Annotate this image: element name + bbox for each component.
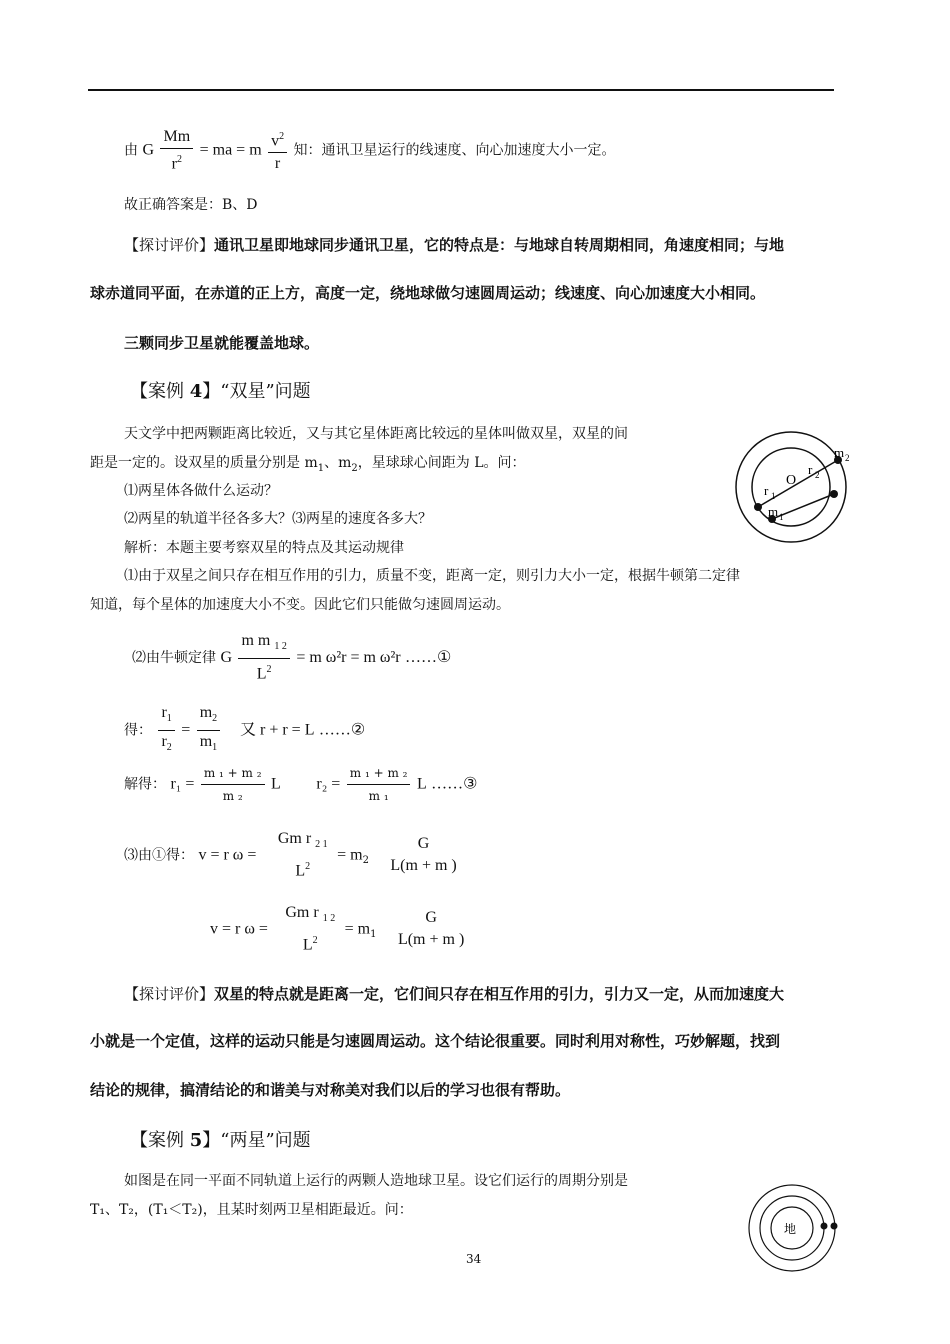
radii-frac2: [347, 764, 411, 805]
ratio-tag: ……②: [318, 721, 366, 739]
ratio-r-num-sub: 1: [166, 713, 172, 725]
r1-label: r: [764, 483, 769, 498]
m2-sub: 2: [845, 453, 850, 463]
case5-open: 【案例: [130, 1130, 190, 1151]
eq-num2-exp: 2: [279, 131, 285, 142]
page-number: 34: [466, 1252, 482, 1266]
newton-den: L: [256, 665, 267, 683]
radii-L2: L: [416, 775, 427, 793]
eq-frac-mm-r2: [160, 128, 193, 173]
v2-den-exp: 2: [312, 935, 318, 947]
eq-frac-v2-r: [268, 128, 287, 173]
ratio-m-den: m: [199, 733, 213, 751]
earth-satellite-diagram: [748, 1184, 838, 1274]
case5-title: “两星”问题: [220, 1130, 311, 1151]
eval2-label: 【探讨评价】: [124, 985, 215, 1003]
newton-num: m m: [241, 632, 271, 649]
radii-prefix: 解得：: [124, 776, 166, 793]
eq-den2: r: [274, 155, 281, 173]
ratio-m-num: m: [199, 704, 213, 721]
case4-title: “双星”问题: [220, 381, 311, 402]
eval1-line1: [124, 234, 784, 255]
binary-star-diagram: [728, 428, 856, 546]
v2-num: Gm r: [285, 904, 319, 921]
equation-v2: [210, 904, 469, 955]
v1-den-exp: 2: [305, 861, 311, 873]
v2-den: L: [302, 936, 313, 954]
v1-den2: L(m + m ): [390, 857, 457, 875]
v1-num-sub: 2 1: [315, 839, 328, 851]
v1-G: G: [417, 835, 430, 853]
case4-heading: [130, 377, 311, 403]
case5-close: 】: [202, 1130, 221, 1151]
p1b-sub2: 2: [351, 462, 358, 474]
radii-den2: m ₁: [368, 789, 389, 803]
radii-num1: m ₁ + m ₂: [201, 764, 265, 785]
ratio-m-den-sub: 1: [212, 742, 218, 754]
case5-heading: [130, 1126, 311, 1152]
v2-lhs: v = r ω =: [210, 920, 268, 938]
eval2-text1: 双星的特点就是距离一定，它们间只存在相互作用的引力，引力又一定，从而加速度大: [214, 985, 785, 1003]
equation-radii: [124, 764, 478, 805]
v2-frac2: [395, 909, 467, 949]
case4-analysis: 解析：本题主要考察双星的特点及其运动规律: [124, 540, 404, 556]
eval2-line1: [124, 983, 784, 1004]
p1b-mid: 、m: [324, 455, 352, 471]
case4-answer1b: 知道，每个星体的加速度大小不变。因此它们只能做匀速圆周运动。: [90, 597, 510, 613]
v2-G: G: [425, 909, 437, 927]
eq-den: r: [171, 155, 177, 173]
radii-num2: m ₁ + m ₂: [347, 764, 411, 785]
radii-den1: m ₂: [222, 789, 243, 803]
eval1-line2: 球赤道同平面，在赤道的正上方，高度一定，绕地球做匀速圆周运动；线速度、向心加速度大小相同。: [90, 284, 766, 302]
radii-tag: ……③: [431, 775, 478, 793]
case5-para1: 如图是在同一平面不同轨道上运行的两颗人造地球卫星。设它们运行的周期分别是: [124, 1173, 628, 1189]
eval1-label: 【探讨评价】: [124, 236, 215, 254]
radii-r2: r₂ =: [316, 775, 341, 793]
satellite-2-dot: [831, 1223, 838, 1230]
earth-label: 地: [784, 1222, 797, 1236]
r2-sub: 2: [815, 470, 820, 480]
v-prefix: ⑶由①得：: [124, 847, 194, 864]
v1-num: Gm r: [277, 830, 312, 847]
case5-number: 5: [189, 1130, 203, 1151]
ratio-r-num: r: [161, 704, 167, 721]
equation-newton: ⑵由牛顿定律 G $\frac{m m _{1 2}}{L^2}$ = m ω²r = m ω²r ……①: [132, 632, 452, 683]
eq-mid: = ma = m: [199, 141, 262, 159]
v2-mid-sub: 1: [370, 929, 377, 941]
header-rule: [88, 89, 834, 91]
eq-conclusion: 知：通讯卫星运行的线速度、向心加速度大小一定。: [293, 142, 616, 159]
connecting-line: [758, 460, 838, 507]
case4-close: 】: [202, 381, 221, 402]
star-m2-dot-b: [830, 490, 838, 498]
ratio-frac-m: [197, 704, 220, 757]
ratio-also: 又 r + r = L: [239, 721, 315, 739]
newton-frac: [238, 632, 289, 684]
m1-label: m: [768, 504, 779, 519]
radii-frac1: [201, 764, 265, 805]
eq-prefix: 由: [124, 142, 138, 159]
case4-question2: ⑵两星的轨道半径各多大？⑶两星的速度各多大？: [124, 511, 432, 527]
eq-num2: v: [271, 132, 280, 150]
case4-open: 【案例: [130, 381, 190, 402]
newton-prefix: ⑵由牛顿定律: [132, 649, 216, 666]
ratio-prefix: 得：: [124, 722, 152, 739]
newton-tag: ……①: [405, 648, 452, 666]
ratio-m-num-sub: 2: [212, 713, 218, 725]
r1-sub: 1: [771, 491, 776, 501]
case5-para2: T₁、T₂，(T₁＜T₂)，且某时刻两卫星相距最近。问：: [90, 1202, 413, 1218]
v2-frac1: [282, 904, 338, 955]
case4-para2: [90, 452, 526, 474]
v1-mid: = m: [337, 846, 363, 864]
case4-question1: ⑴两星体各做什么运动？: [124, 483, 278, 499]
v1-mid-sub: 2: [362, 855, 369, 867]
eq-num: Mm: [160, 128, 193, 149]
center-O-label: O: [786, 473, 797, 488]
v1-lhs: v = r ω =: [198, 846, 257, 864]
newton-rhs: = m ω²r = m ω²r: [296, 648, 401, 666]
eval2-line2: 小就是一个定值，这样的运动只能是匀速圆周运动。这个结论很重要。同时利用对称性，巧妙解题，找到: [90, 1032, 781, 1050]
v1-frac2: [387, 835, 459, 875]
newton-den-exp: 2: [266, 664, 272, 676]
satellite-1-dot: [821, 1223, 828, 1230]
r2-label: r: [808, 462, 813, 477]
equation-gravity: [124, 128, 616, 173]
eval1-line3: 三颗同步卫星就能覆盖地球。: [124, 334, 320, 352]
m1-sub: 1: [779, 512, 784, 522]
ratio-r-den: r: [161, 733, 167, 751]
star-m1-dot: [754, 503, 762, 511]
equation-v1: [124, 830, 462, 881]
case4-para1: 天文学中把两颗距离比较近，又与其它星体距离比较远的星体叫做双星，双星的间: [124, 426, 628, 442]
p1b-sub1: 1: [317, 462, 325, 474]
newton-num-sub: 1 2: [274, 641, 287, 653]
radii-r1: r₁ =: [170, 775, 195, 793]
eq-G: G: [142, 141, 155, 159]
case4-answer1a: ⑴由于双星之间只存在相互作用的引力，质量不变，距离一定，则引力大小一定，根据牛顿第二定律: [124, 568, 740, 584]
eq-den-exp: 2: [176, 154, 182, 165]
v2-den2: L(m + m ): [397, 931, 465, 949]
v1-den: L: [295, 862, 306, 880]
radii-L1: L: [271, 775, 281, 793]
m2-label: m: [834, 445, 845, 460]
v1-frac1: [275, 830, 331, 881]
case4-number: 4: [189, 381, 203, 402]
equation-ratio: 得： $\frac{r_1}{r_2}$ = $\frac{m_2}{m_1}$ 又 r + r = L ……②: [124, 704, 365, 757]
ratio-r-den-sub: 2: [166, 742, 172, 754]
eval2-line3: 结论的规律，搞清结论的和谐美与对称美对我们以后的学习也很有帮助。: [90, 1081, 571, 1099]
p1b-post: ，星球球心间距为 L。问：: [357, 455, 526, 471]
eval1-text1: 通讯卫星即地球同步通讯卫星，它的特点是：与地球自转周期相同，角速度相同；与地: [214, 236, 785, 254]
v2-num-sub: 1 2: [322, 913, 336, 925]
v2-mid: = m: [344, 920, 371, 938]
p1b-pre: 距是一定的。设双星的质量分别是 m: [90, 455, 318, 471]
ratio-frac-r: [158, 704, 174, 757]
answer-line: 故正确答案是：B、D: [124, 197, 258, 213]
